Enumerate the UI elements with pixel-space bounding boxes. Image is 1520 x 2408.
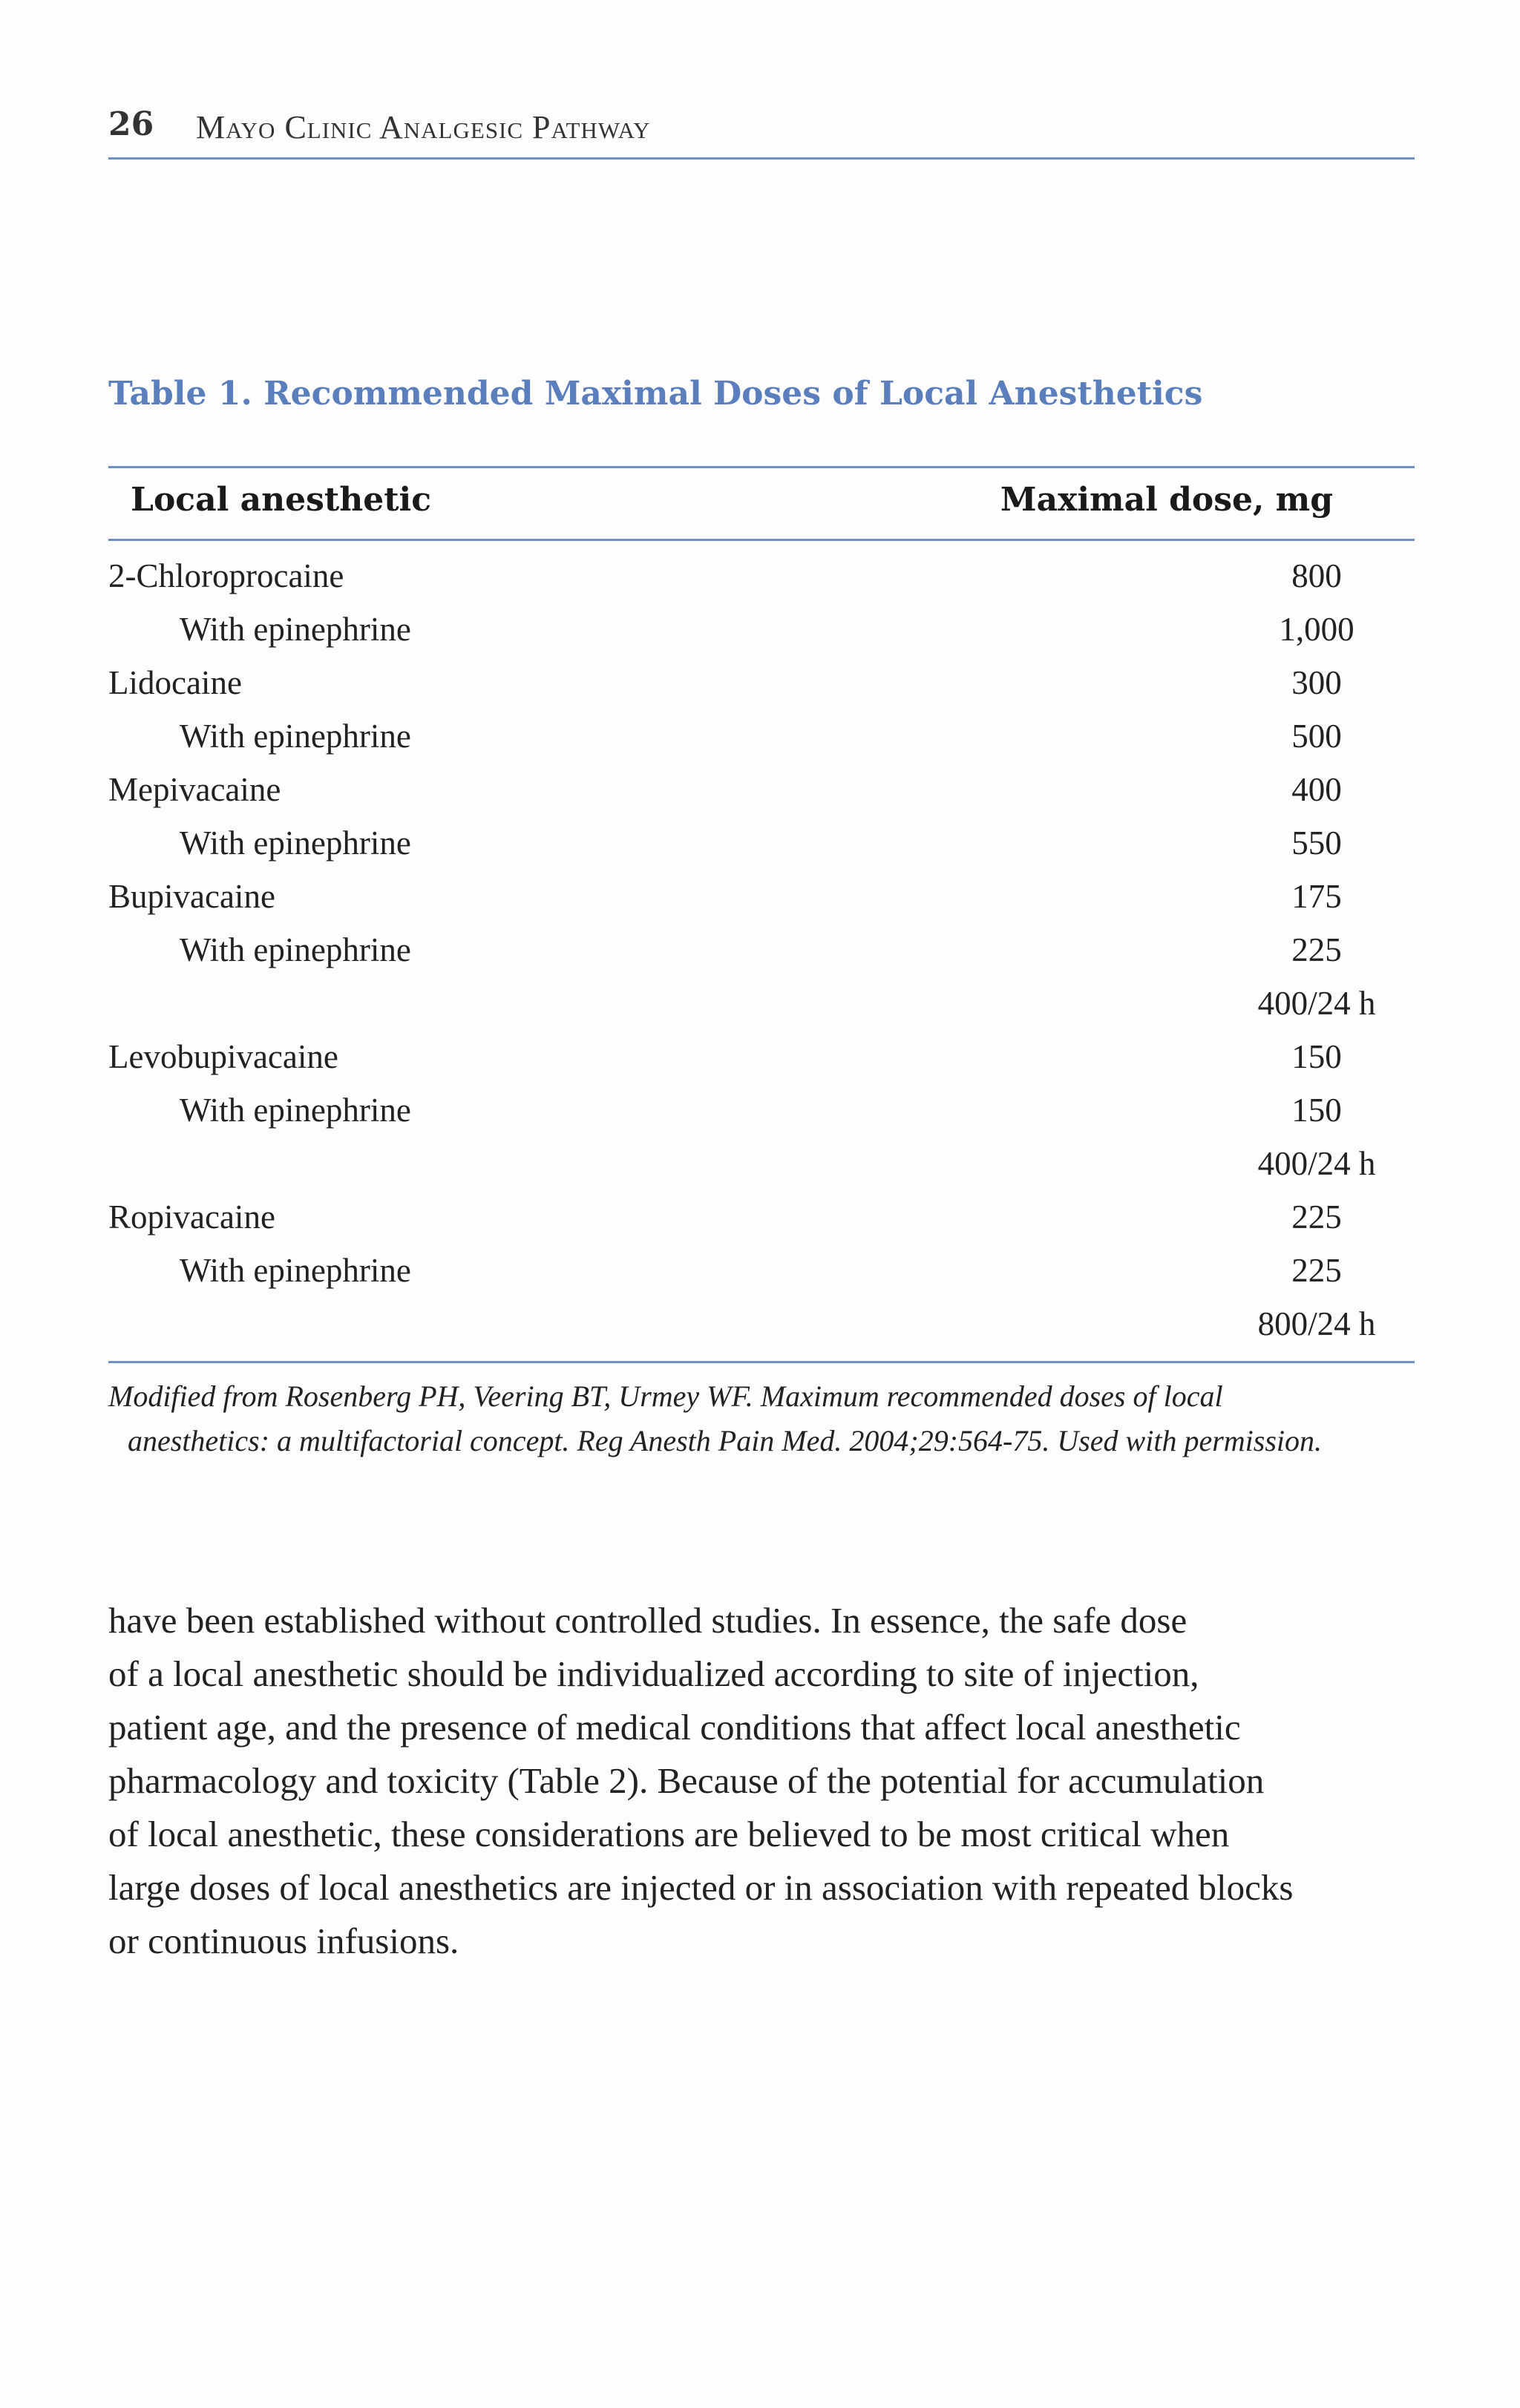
maximal-dose: 300	[1291, 664, 1342, 701]
anesthetic-name: With epinephrine	[180, 1252, 411, 1289]
maximal-dose: 1,000	[1279, 611, 1354, 648]
table-body	[108, 557, 1415, 1358]
anesthetic-name: Lidocaine	[108, 664, 242, 701]
table-row	[108, 877, 1415, 931]
table-row	[108, 824, 1415, 877]
paragraph-line: or continuous infusions.	[108, 1920, 459, 1961]
anesthetic-name: With epinephrine	[180, 824, 411, 862]
table-footnote	[108, 1374, 1429, 1463]
table-row	[108, 663, 1415, 717]
maximal-dose: 800	[1291, 557, 1342, 594]
maximal-dose: 400/24 h	[1257, 985, 1376, 1022]
maximal-dose: 225	[1291, 1198, 1342, 1236]
maximal-dose: 800/24 h	[1257, 1305, 1376, 1342]
maximal-dose: 400/24 h	[1257, 1145, 1376, 1182]
table-row	[108, 717, 1415, 770]
table-row	[108, 610, 1415, 663]
paragraph-line: patient age, and the presence of medical conditions that affect local anesthetic	[108, 1707, 1241, 1748]
page-number: 26	[108, 105, 154, 143]
anesthetic-name: With epinephrine	[180, 718, 411, 755]
maximal-dose: 150	[1291, 1092, 1342, 1129]
table-row	[108, 1305, 1415, 1358]
table-top-rule	[108, 466, 1415, 468]
table-row	[108, 1198, 1415, 1251]
maximal-dose: 550	[1291, 824, 1342, 862]
anesthetic-name: Bupivacaine	[108, 878, 275, 915]
table-row	[108, 931, 1415, 984]
paragraph-line: of a local anesthetic should be individualized according to site of injection,	[108, 1653, 1199, 1694]
column-header-dose: Maximal dose, mg	[1000, 481, 1333, 519]
column-header-anesthetic: Local anesthetic	[131, 481, 432, 519]
maximal-dose: 150	[1291, 1038, 1342, 1075]
body-paragraph	[108, 1594, 1429, 1968]
table-row	[108, 770, 1415, 824]
table-row	[108, 557, 1415, 610]
table-row	[108, 1251, 1415, 1305]
table-bottom-rule	[108, 1361, 1415, 1363]
table-header-rule	[108, 539, 1415, 541]
footnote-line: anesthetics: a multifactorial concept. Reg Anesth Pain Med. 2004;29:564-75. Used with permission.	[128, 1424, 1323, 1457]
anesthetic-name: Levobupivacaine	[108, 1038, 338, 1075]
maximal-dose: 400	[1291, 771, 1342, 808]
running-title: Mayo Clinic Analgesic Pathway	[196, 109, 651, 145]
paragraph-line: of local anesthetic, these considerations are believed to be most critical when	[108, 1814, 1230, 1854]
anesthetic-name: With epinephrine	[180, 931, 411, 968]
table-row	[108, 984, 1415, 1037]
table-row	[108, 1091, 1415, 1144]
maximal-dose: 500	[1291, 718, 1342, 755]
footnote-line: Modified from Rosenberg PH, Veering BT, Urmey WF. Maximum recommended doses of local	[108, 1379, 1223, 1413]
anesthetic-name: With epinephrine	[180, 611, 411, 648]
maximal-dose: 225	[1291, 931, 1342, 968]
anesthetic-name: 2-Chloroprocaine	[108, 557, 344, 594]
maximal-dose: 225	[1291, 1252, 1342, 1289]
anesthetic-name: With epinephrine	[180, 1092, 411, 1129]
paragraph-line: pharmacology and toxicity (Table 2). Because of the potential for accumulation	[108, 1760, 1265, 1801]
page-header	[108, 105, 1415, 160]
paragraph-line: large doses of local anesthetics are injected or in association with repeated blocks	[108, 1867, 1294, 1908]
table-row	[108, 1037, 1415, 1091]
paragraph-line: have been established without controlled studies. In essence, the safe dose	[108, 1600, 1188, 1641]
anesthetic-name: Mepivacaine	[108, 771, 281, 808]
table-row	[108, 1144, 1415, 1198]
maximal-dose: 175	[1291, 878, 1342, 915]
table-title: Table 1. Recommended Maximal Doses of Local Anesthetics	[108, 375, 1203, 413]
anesthetic-name: Ropivacaine	[108, 1198, 275, 1236]
